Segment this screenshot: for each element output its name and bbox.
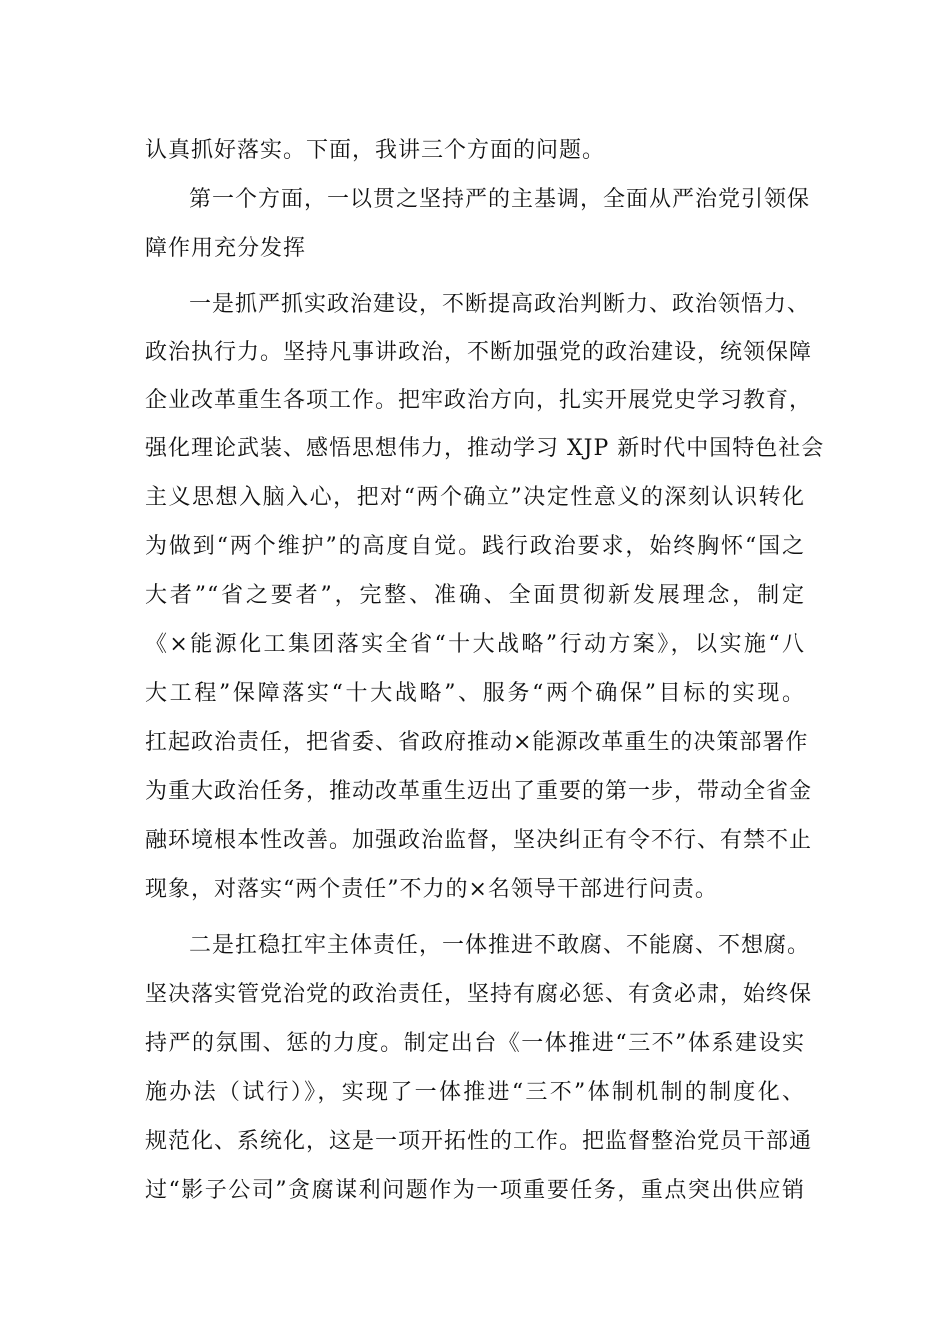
text-line: 坚决落实管党治党的政治责任，坚持有腐必惩、有贪必肃，始终保 <box>145 982 813 1007</box>
text-line: 施办法（试行）》，实现了一体推进“三不”体制机制的制度化、 <box>145 1080 805 1105</box>
text-line: 规范化、系统化，这是一项开拓性的工作。把监督整治党员干部通 <box>145 1129 813 1154</box>
text-line: 为做到“两个维护”的高度自觉。践行政治要求，始终胸怀“国之 <box>145 534 805 559</box>
section-heading-line: 第一个方面，一以贯之坚持严的主基调，全面从严治党引领保 <box>189 187 811 212</box>
text-line: 二是扛稳扛牢主体责任，一体推进不敢腐、不能腐、不想腐。 <box>189 933 811 958</box>
text-line: 扛起政治责任，把省委、省政府推动×能源改革重生的决策部署作 <box>145 730 809 755</box>
text-line: 《×能源化工集团落实全省“十大战略”行动方案》，以实施“八 <box>145 632 805 657</box>
text-line: 政治执行力。坚持凡事讲政治，不断加强党的政治建设，统领保障 <box>145 340 813 365</box>
text-line: 过“影子公司”贪腐谋利问题作为一项重要任务，重点突出供应销 <box>145 1178 805 1203</box>
text-line: 为重大政治任务，推动改革重生迈出了重要的第一步，带动全省金 <box>145 779 813 804</box>
text-line: 融环境根本性改善。加强政治监督，坚决纠正有令不行、有禁不止 <box>145 828 813 853</box>
text-line: 大者”“省之要者”，完整、准确、全面贯彻新发展理念，制定 <box>145 583 805 608</box>
text-line: 一是抓严抓实政治建设，不断提高政治判断力、政治领悟力、 <box>189 292 811 317</box>
text-line: 现象，对落实“两个责任”不力的×名领导干部进行问责。 <box>145 877 718 902</box>
text-line: 认真抓好落实。下面，我讲三个方面的问题。 <box>145 138 606 163</box>
text-line: 主义思想入脑入心，把对“两个确立”决定性意义的深刻认识转化 <box>145 485 805 510</box>
text-line: 企业改革重生各项工作。把牢政治方向，扎实开展党史学习教育， <box>145 388 813 413</box>
text-line: 大工程”保障落实“十大战略”、服务“两个确保”目标的实现。 <box>145 681 805 706</box>
text-line: 强化理论武装、感悟思想伟力，推动学习 XJP 新时代中国特色社会 <box>145 436 825 461</box>
text-line: 持严的氛围、惩的力度。制定出台《一体推进“三不”体系建设实 <box>145 1031 805 1056</box>
section-heading-line: 障作用充分发挥 <box>145 236 307 261</box>
